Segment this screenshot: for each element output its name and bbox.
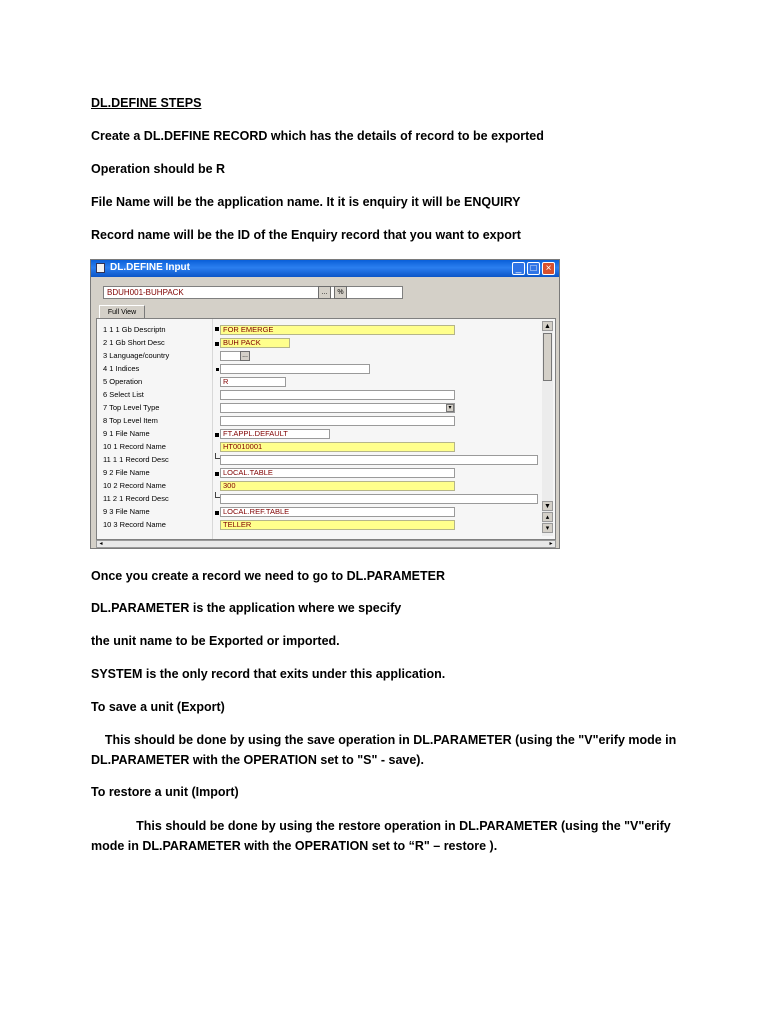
field-label: 10 2 Record Name [103,481,166,490]
scroll-right-icon[interactable]: ▸ [549,541,553,547]
record-desc-1-input[interactable] [220,455,538,465]
field-label: 10 1 Record Name [103,442,166,451]
chevron-down-icon[interactable]: ▾ [446,404,454,412]
text-line: Operation should be R [91,162,226,176]
file-name-2-input[interactable]: LOCAL.TABLE [220,468,455,478]
horizontal-scrollbar[interactable] [96,540,556,548]
app-icon [96,263,105,273]
window-title: DL.DEFINE Input [110,262,190,273]
field-label: 11 1 1 Record Desc [103,455,169,464]
file-name-1-input[interactable]: FT.APPL.DEFAULT [220,429,330,439]
column-divider [212,319,213,539]
close-button[interactable]: × [542,262,555,275]
text-line: DL.PARAMETER is the application where we specify [91,601,402,615]
text-line: mode in DL.PARAMETER with the OPERATION set to “R" – restore ). [91,839,498,853]
field-label: 9 1 File Name [103,429,150,438]
window-titlebar [91,260,559,277]
field-label: 8 Top Level Item [103,416,158,425]
text-line: the unit name to be Exported or imported. [91,634,340,648]
record-desc-2-input[interactable] [220,494,538,504]
text-line: To save a unit (Export) [91,700,225,714]
field-label: 11 2 1 Record Desc [103,494,169,503]
page-heading: DL.DEFINE STEPS [91,96,202,110]
minimize-button[interactable]: _ [512,262,525,275]
gb-description-input[interactable]: FOR EMERGE [220,325,455,335]
mandatory-marker [215,511,219,515]
percent-button[interactable]: % [334,286,347,299]
scroll-page-up-icon[interactable]: ▴ [542,512,553,522]
field-label: 3 Language/country [103,351,170,360]
field-label: 10 3 Record Name [103,520,166,529]
scroll-left-icon[interactable]: ◂ [99,541,103,547]
text-line: Once you create a record we need to go to DL.PARAMETER [91,569,445,583]
browse-button[interactable]: ... [318,286,331,299]
text-line: DL.PARAMETER with the OPERATION set to "S" - save). [91,753,424,767]
mandatory-marker [216,368,219,371]
vertical-scrollbar[interactable] [542,321,553,536]
text-line: File Name will be the application name. It it is enquiry it will be ENQUIRY [91,195,521,209]
gb-short-desc-input[interactable]: BUH PACK [220,338,290,348]
mandatory-marker [215,327,219,331]
scroll-down-icon[interactable]: ▼ [542,501,553,511]
field-label: 4 1 Indices [103,364,140,373]
form-panel [96,318,556,540]
scroll-up-icon[interactable]: ▲ [542,321,553,331]
field-label: 2 1 Gb Short Desc [103,338,165,347]
record-name-2-input[interactable]: 300 [220,481,455,491]
text-line: Create a DL.DEFINE RECORD which has the details of record to be exported [91,129,544,143]
scroll-thumb[interactable] [543,333,552,381]
field-label: 1 1 1 Gb Descriptn [103,325,166,334]
top-level-type-select[interactable] [220,403,455,413]
record-name-1-input[interactable]: HT0010001 [220,442,455,452]
text-line: SYSTEM is the only record that exits under this application. [91,667,446,681]
mandatory-marker [215,472,219,476]
field-label: 6 Select List [103,390,144,399]
mandatory-marker [215,433,219,437]
paragraph-export [91,730,681,770]
mandatory-marker [215,342,219,346]
indices-input[interactable] [220,364,370,374]
text-line: This should be done by using the save operation in DL.PARAMETER (using the "V"erify mode in [91,733,677,747]
record-id-field[interactable]: BDUH001-BUHPACK [103,286,403,299]
field-label: 7 Top Level Type [103,403,160,412]
field-label: 9 2 File Name [103,468,150,477]
field-label: 9 3 File Name [103,507,150,516]
select-list-input[interactable] [220,390,455,400]
field-label: 5 Operation [103,377,143,386]
file-name-3-input[interactable]: LOCAL.REF.TABLE [220,507,455,517]
top-level-item-input[interactable] [220,416,455,426]
record-name-3-input[interactable]: TELLER [220,520,455,530]
text-line: To restore a unit (Import) [91,785,239,799]
text-line: This should be done by using the restore operation in DL.PARAMETER (using the "V"erify [91,819,671,833]
maximize-button[interactable]: □ [527,262,540,275]
language-lookup-button[interactable]: ... [240,351,250,361]
scroll-page-down-icon[interactable]: ▾ [542,523,553,533]
operation-input[interactable]: R [220,377,286,387]
paragraph-import [91,816,681,856]
text-line: Record name will be the ID of the Enquiry record that you want to export [91,228,521,242]
dl-define-window [90,259,560,549]
tab-full-view[interactable]: Full View [99,305,145,320]
